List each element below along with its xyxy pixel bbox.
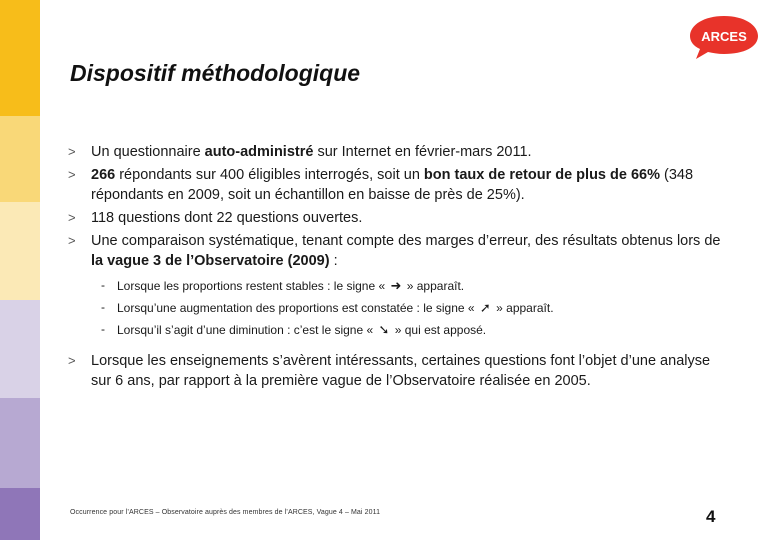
sub-bullet-text: » qui est apposé.	[391, 323, 487, 337]
bullet-marker: >	[68, 353, 76, 368]
bullet-item	[68, 165, 728, 205]
sub-bullet-item	[101, 319, 728, 341]
bullet-text: :	[329, 253, 338, 269]
bullet-emphasis: bon taux de retour de plus de 66%	[423, 167, 660, 183]
side-color-bar	[0, 0, 40, 540]
logo-text: ARCES	[701, 29, 747, 44]
sub-bullet-text: » apparaît.	[492, 301, 554, 315]
sub-bullet-text: Lorsque les proportions restent stables : le signe «	[117, 279, 389, 293]
sub-bullet-marker: -	[101, 322, 105, 336]
bullet-emphasis: la vague 3 de l’Observatoire (2009)	[91, 253, 330, 269]
bullet-item	[68, 142, 728, 162]
bullet-text: (348 répondants en 2009, soit un échantillon en baisse de près de 25%).	[91, 167, 694, 203]
bullet-text: sur Internet en février-mars 2011.	[313, 144, 532, 160]
sub-bullet-item	[101, 297, 728, 319]
sub-bullet-text: Lorsqu’il s’agit d’une diminution : c’est le signe «	[117, 323, 377, 337]
sub-bullet-list	[68, 275, 728, 341]
sub-bullet-marker: -	[101, 278, 105, 292]
footer-note: Occurrence pour l’ARCES – Observatoire auprès des membres de l’ARCES, Vague 4 – Mai 2011	[70, 509, 381, 516]
sub-bullet-text: Lorsqu’une augmentation des proportions est constatée : le signe «	[117, 301, 478, 315]
arrow-up-right-icon: ➚	[479, 300, 491, 315]
bullet-item	[68, 208, 728, 228]
bullet-text: Lorsque les enseignements s’avèrent intéressants, certaines questions font l’objet d’une analyse sur 6 ans, par rapport à la première vague de l’Observatoire réalisée en 2005.	[91, 353, 711, 389]
bullet-marker: >	[68, 167, 76, 182]
bullet-emphasis: 266	[91, 167, 116, 183]
side-bar-segment	[0, 202, 40, 300]
bullet-marker: >	[68, 233, 76, 248]
sub-bullet-marker: -	[101, 300, 105, 314]
page-number: 4	[706, 507, 716, 526]
arces-logo	[688, 14, 760, 60]
sub-bullet-text: » apparaît.	[403, 279, 465, 293]
side-bar-segment	[0, 300, 40, 398]
bullet-emphasis: auto-administré	[204, 144, 314, 160]
slide-title: Dispositif méthodologique	[70, 60, 361, 86]
bullet-item	[68, 351, 728, 391]
side-bar-segment	[0, 116, 40, 202]
bullet-text: 118 questions dont 22 questions ouvertes.	[91, 210, 363, 226]
arrow-right-icon: ➜	[390, 278, 402, 293]
side-bar-segment	[0, 398, 40, 488]
arrow-down-right-icon: ➘	[378, 322, 390, 337]
slide-content	[68, 142, 728, 394]
sub-bullet-item	[101, 275, 728, 297]
side-bar-segment	[0, 488, 40, 540]
bullet-text: répondants sur 400 éligibles interrogés, soit un	[115, 167, 424, 183]
side-bar-segment	[0, 0, 40, 116]
bullet-marker: >	[68, 144, 76, 159]
bullet-marker: >	[68, 210, 76, 225]
bullet-item	[68, 231, 728, 271]
bullet-text: Un questionnaire	[91, 144, 205, 160]
bullet-text: Une comparaison systématique, tenant compte des marges d’erreur, des résultats obtenus lors de	[91, 233, 721, 249]
